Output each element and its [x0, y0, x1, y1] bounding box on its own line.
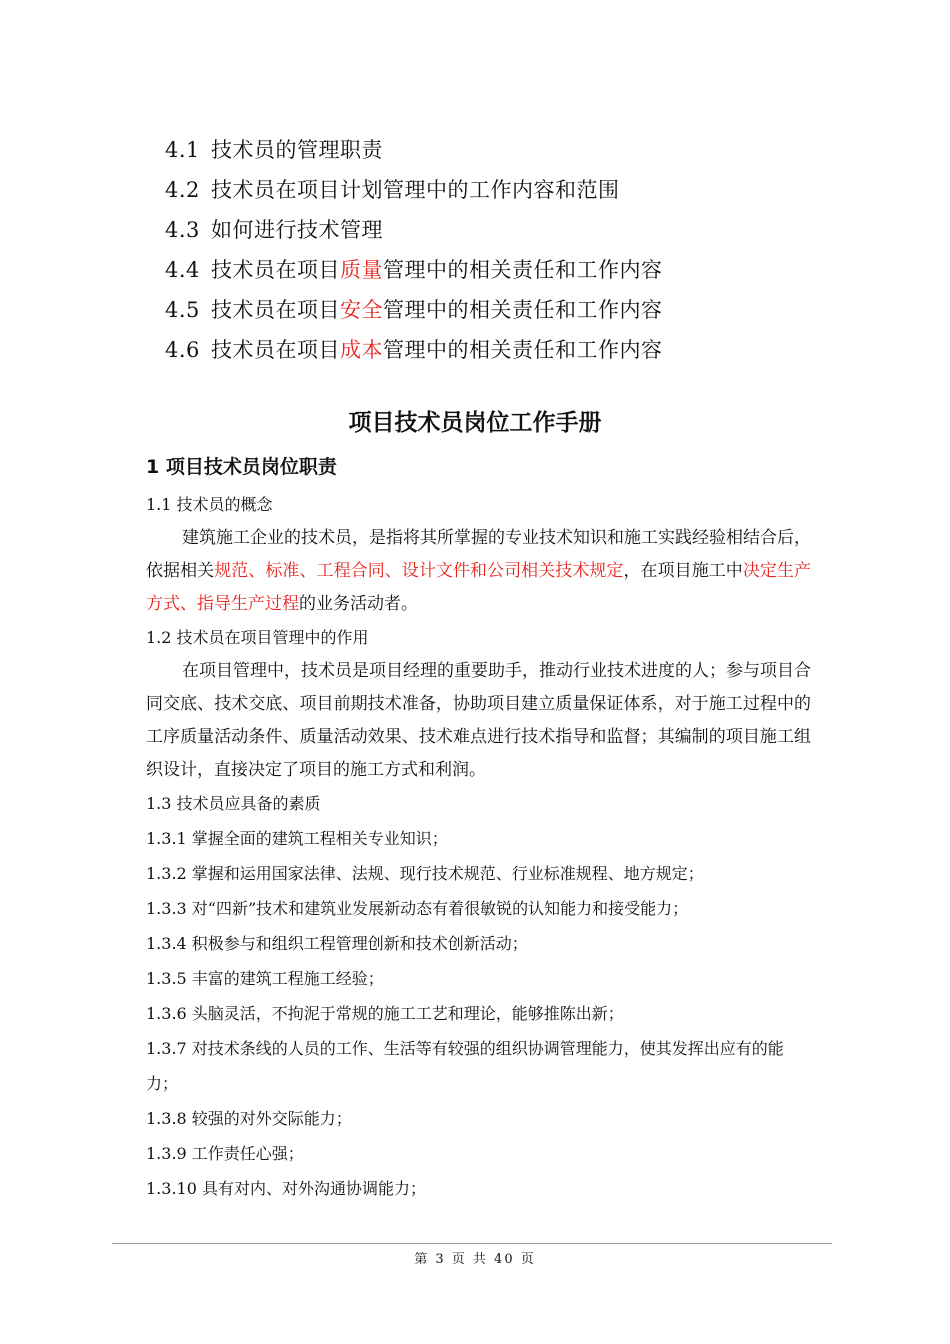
section-heading: 1 项目技术员岗位职责: [146, 456, 337, 478]
toc-item-text: 管理中的相关责任和工作内容: [383, 258, 663, 282]
list-item: 1.3.1 掌握全面的建筑工程相关专业知识；: [146, 829, 448, 848]
toc-item-text: 技术员的管理职责: [211, 138, 383, 162]
paragraph-role: 在项目管理中，技术员是项目经理的重要助手，推动行业技术进度的人；参与项目合同交底、技术交底、项目前期技术准备，协助项目建立质量保证体系，对于施工过程中的工序质量活动条件、质量活动效果、技术难点进行技术指导和监督；其编制的项目施工组织设计，直接决定了项目的施工方式和利润。: [146, 661, 811, 780]
toc-item-text: 技术员在项目: [211, 258, 340, 282]
highlight-text: 决定生产方式、指导生产过程: [146, 561, 812, 614]
toc-item-text: 管理中的相关责任和工作内容: [383, 338, 663, 362]
toc-item-text: 管理中的相关责任和工作内容: [383, 298, 663, 322]
toc-highlight-text: 质量: [340, 258, 383, 282]
toc-item-text: 技术员在项目: [211, 338, 340, 362]
toc-item: [165, 130, 663, 170]
list-item: 1.3.2 掌握和运用国家法律、法规、现行技术规范、行业标准规程、地方规定；: [146, 864, 704, 883]
list-item: 1.3.7 对技术条线的人员的工作、生活等有较强的组织协调管理能力，使其发挥出应有的能力；: [146, 1039, 784, 1093]
list-item: 1.3.8 较强的对外交际能力；: [146, 1109, 352, 1128]
toc-item: [165, 250, 663, 290]
toc-item-text: 如何进行技术管理: [211, 218, 383, 242]
toc-item: [165, 170, 663, 210]
toc-item: [165, 330, 663, 370]
toc-item-number: 4.6: [165, 338, 200, 362]
list-item: 1.3.5 丰富的建筑工程施工经验；: [146, 969, 384, 988]
list-item: 1.3.10 具有对内、对外沟通协调能力；: [146, 1179, 426, 1198]
footer-divider: [112, 1243, 832, 1244]
document-body: [146, 488, 811, 1206]
subsection-heading: 1.2 技术员在项目管理中的作用: [146, 628, 369, 647]
highlight-text: 规范、标准、工程合同、设计文件和公司相关技术规定: [214, 561, 624, 581]
list-item: 1.3.6 头脑灵活，不拘泥于常规的施工工艺和理论，能够推陈出新；: [146, 1004, 624, 1023]
toc-item-number: 4.3: [165, 218, 200, 242]
toc-highlight-text: 安全: [340, 298, 383, 322]
toc-item-number: 4.1: [165, 138, 200, 162]
page-footer: 第 3 页 共 40 页: [414, 1252, 536, 1267]
toc-item-number: 4.2: [165, 178, 200, 202]
toc-item-number: 4.5: [165, 298, 200, 322]
table-of-contents: [165, 130, 663, 370]
list-item: 1.3.9 工作责任心强；: [146, 1144, 304, 1163]
toc-highlight-text: 成本: [340, 338, 383, 362]
list-item: 1.3.4 积极参与和组织工程管理创新和技术创新活动；: [146, 934, 528, 953]
list-item: 1.3.3 对“四新”技术和建筑业发展新动态有着很敏锐的认知能力和接受能力；: [146, 899, 689, 918]
subsection-heading: 1.3 技术员应具备的素质: [146, 794, 321, 813]
toc-item: [165, 290, 663, 330]
manual-title: 项目技术员岗位工作手册: [348, 410, 602, 436]
paragraph-concept: 建筑施工企业的技术员，是指将其所掌握的专业技术知识和施工实践经验相结合后，依据相关规范、标准、工程合同、设计文件和公司相关技术规定，在项目施工中决定生产方式、指导生产过程的业务活动者。: [146, 528, 812, 614]
toc-item-number: 4.4: [165, 258, 200, 282]
toc-item-text: 技术员在项目: [211, 298, 340, 322]
subsection-heading: 1.1 技术员的概念: [146, 495, 273, 514]
toc-item-text: 技术员在项目计划管理中的工作内容和范围: [211, 178, 620, 202]
toc-item: [165, 210, 663, 250]
